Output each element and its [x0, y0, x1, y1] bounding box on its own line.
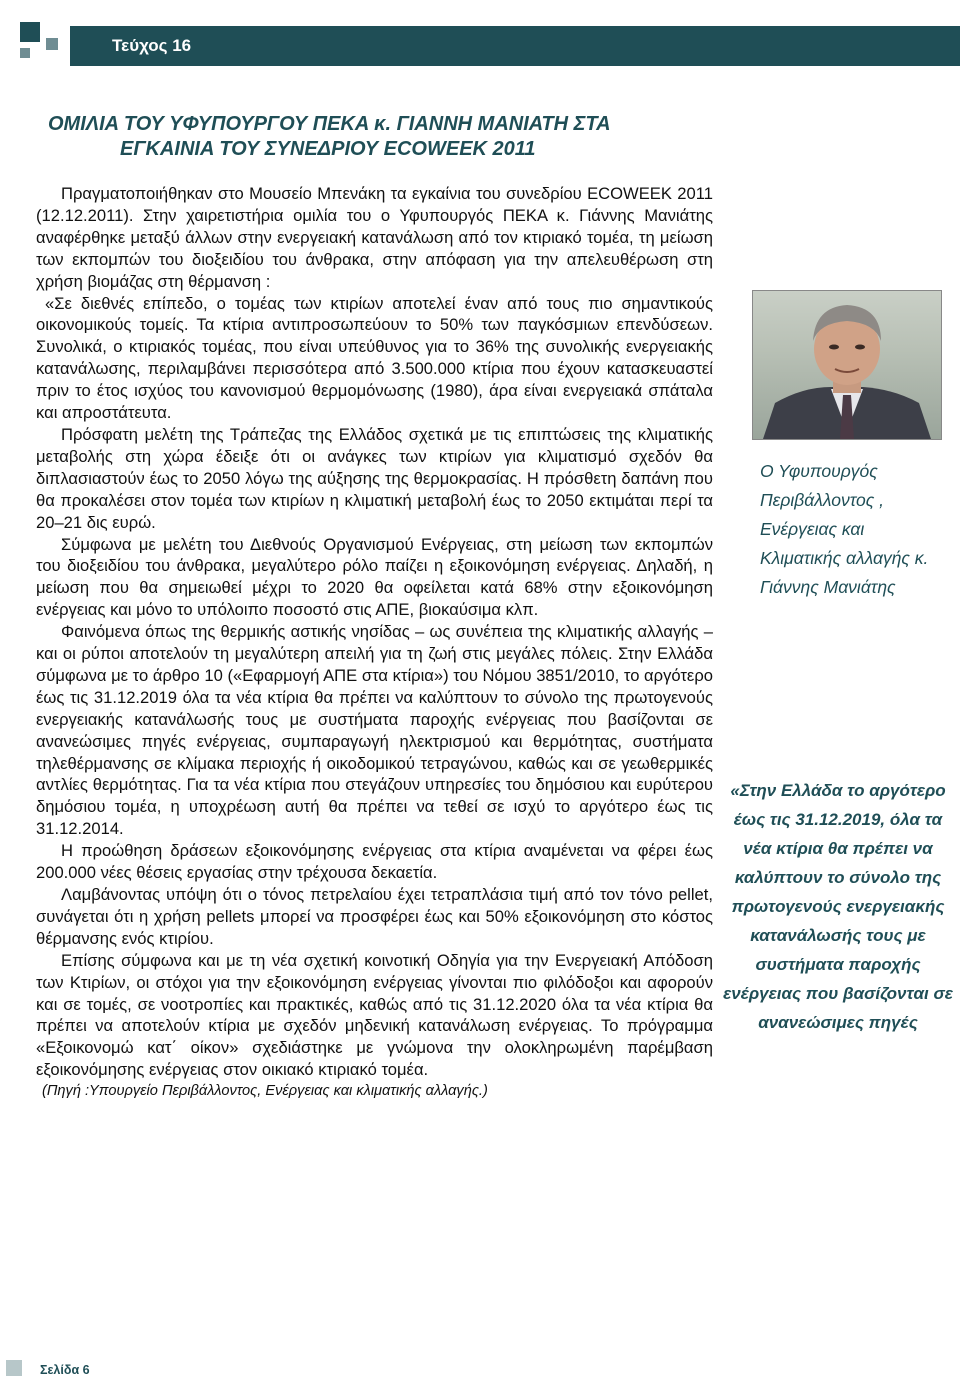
paragraph: Πρόσφατη μελέτη της Τράπεζας της Ελλάδος σχετικά με τις επιπτώσεις της κλιματικής μεταβολής στη χώρα έδειξε ότι οι ανάγκες των κτιρίων για κλιματισμό σχεδόν θα διπλασιαστούν έως το 2050 λόγω της αύξησης της θερμοκρασίας. Η πρόσθετη δαπάνη που θα προκαλέσει στον τομέα των κτιρίων η κλιματική μεταβολή έως το 2050 εκτιμάται περί τα 20–21 δις ευρώ. [36, 424, 713, 532]
issue-banner: Τεύχος 16 [70, 26, 960, 66]
paragraph: Φαινόμενα όπως της θερμικής αστικής νησίδας – ως συνέπεια της κλιματικής αλλαγής – και οι ρύποι αποτελούν τη μεγαλύτερη απειλή για τη ζωή στις μεγάλες πόλεις. Στην Ελλάδα σύμφωνα με το άρθρο 10 («Εφαρμογή ΑΠΕ στα κτίρια») του Νόμου 3851/2010, το αργότερο έως τις 31.12.2019 όλα τα νέα κτίρια θα πρέπει να καλύπτουν το σύνολο της πρωτογενούς ενεργειακής κατανάλωσής τους με συστήματα παροχής ενέργειας που βασίζονται σε ανανεώσιμες πηγές ενέργειας, συμπαραγωγή ηλεκτρισμού και θερμότητας, συστήματα τηλεθέρμανσης σε κλίμακα περιοχής ή οικοδομικού τετραγώνου, καθώς και σε γεωθερμικές αντλίες θερμότητας. Για τα νέα κτίρια που στεγάζουν υπηρεσίες του δημόσιου και ευρύτερου δημόσιου τομέα, η υποχρέωση αυτή θα πρέπει να τεθεί σε ισχύ το αργότερο έως τις 31.12.2014. [36, 622, 713, 839]
decor-square [20, 22, 40, 42]
footer-square [6, 1360, 22, 1376]
paragraph: Η προώθηση δράσεων εξοικονόμησης ενέργειας στα κτίρια αναμένεται να φέρει έως 200.000 νέες θέσεις εργασίας στην τρέχουσα δεκαετία. [36, 841, 713, 883]
paragraph: Επίσης σύμφωνα και με τη νέα σχετική κοινοτική Οδηγία για την Ενεργειακή Απόδοση των Κτιρίων, οι στόχοι για την εξοικονόμηση ενέργειας γίνονται πιο φιλόδοξοι και αφορούν και σε τομές, σε νοοτροπίες και πρακτικές, καθώς από τις 31.12.2020 όλα τα νέα κτίρια θα πρέπει να αποτελούν κτίρια με σχεδόν μηδενική κατανάλωση ενέργειας. Το πρόγραμμα «Εξοικονομώ κατ΄ οίκον» σχεδιάστηκε με γνώμονα την ολοκληρωμένη παρέμβαση εξοικονόμησης ενέργειας στον οικιακό κτιριακό τομέα. [36, 950, 713, 1080]
article-title [48, 112, 688, 162]
paragraph: Λαμβάνοντας υπόψη ότι ο τόνος πετρελαίου έχει τετραπλάσια τιμή από τον τόνο pellet, συνάγεται ότι η χρήση pellets μπορεί να προσφέρει έως και 50% εξοικονόμηση στο κόστος θέρμανσης ενός κτιρίου. [36, 885, 713, 948]
decor-square [20, 48, 30, 58]
page-number: Σελίδα 6 [40, 1363, 90, 1377]
portrait-icon [753, 291, 941, 439]
paragraph: Πραγματοποιήθηκαν στο Μουσείο Μπενάκη τα εγκαίνια του συνεδρίου ECOWEEK 2011 (12.12.2011). Στην χαιρετιστήρια ομιλία του ο Υφυπουργός ΠΕΚΑ κ. Γιάννης Μανιάτης αναφέρθηκε μεταξύ άλλων στην ενεργειακή κατανάλωση από τον κτιριακό τομέα, τη μείωση των εκπομπών του διοξειδίου του άνθρακα, στην απόφαση για την απελευθέρωση στη χρήση βιομάζας στη θέρμανση : [36, 184, 713, 291]
source-note: (Πηγή :Υπουργείο Περιβάλλοντος, Ενέργειας και κλιματικής αλλαγής.) [42, 1083, 488, 1100]
portrait-photo [752, 290, 942, 440]
title-line-1: ΟΜΙΛΙΑ ΤΟΥ ΥΦΥΠΟΥΡΓΟΥ ΠΕΚΑ κ. ΓΙΑΝΝΗ ΜΑΝΙΑΤΗ ΣΤΑ [48, 113, 611, 135]
header [0, 0, 960, 90]
title-line-2: ΕΓΚΑΙΝΙΑ ΤΟΥ ΣΥΝΕΔΡΙΟΥ ECOWEEK 2011 [120, 138, 536, 160]
paragraph: «Σε διεθνές επίπεδο, ο τομέας των κτιρίων αποτελεί έναν από τους πιο σημαντικούς οικονομικούς τομείς. Τα κτίρια αντιπροσωπεύουν το 50% των παγκόσμιων επενδύσεων. Συνολικά, ο κτιριακός τομέας, που είναι υπεύθυνος για το 36% της συνολικής ενεργειακής κατανάλωσης, περιλαμβάνει περισσότερα από 3.500.000 κτίρια που έχουν κατασκευαστεί πριν το έτος ισχύος του κανονισμού θερμομόνωσης (1980), άρα είναι ενεργειακά σπάταλα και απροστάτευτα. [36, 293, 713, 423]
paragraph: Σύμφωνα με μελέτη του Διεθνούς Οργανισμού Ενέργειας, στη μείωση των εκπομπών του διοξειδίου του άνθρακα, μεγαλύτερο ρόλο παίζει η εξοικονόμηση ενέργειας. Δηλαδή, η μείωση που θα σημειωθεί μέχρι το 2020 θα οφείλεται κατά 68% στην εξοικονόμηση ενέργειας και μόνο το υπόλοιπο ποσοστό στις ΑΠΕ, βιοκαύσιμα κλπ. [36, 534, 713, 620]
photo-caption: Ο Υφυπουργός Περιβάλλοντος , Ενέργειας και Κλιματικής αλλαγής κ. Γιάννης Μανιάτης [760, 461, 929, 597]
article-body [36, 183, 713, 1103]
pull-quote: «Στην Ελλάδα το αργότερο έως τις 31.12.2019, όλα τα νέα κτίρια θα πρέπει να καλύπτουν το σύνολο της πρωτογενούς ενεργειακής κατανάλωσής τους με συστήματα παροχής ενέργειας που βασίζονται σε ανανεώσιμες πηγές [723, 781, 953, 1032]
decor-square [46, 38, 58, 50]
